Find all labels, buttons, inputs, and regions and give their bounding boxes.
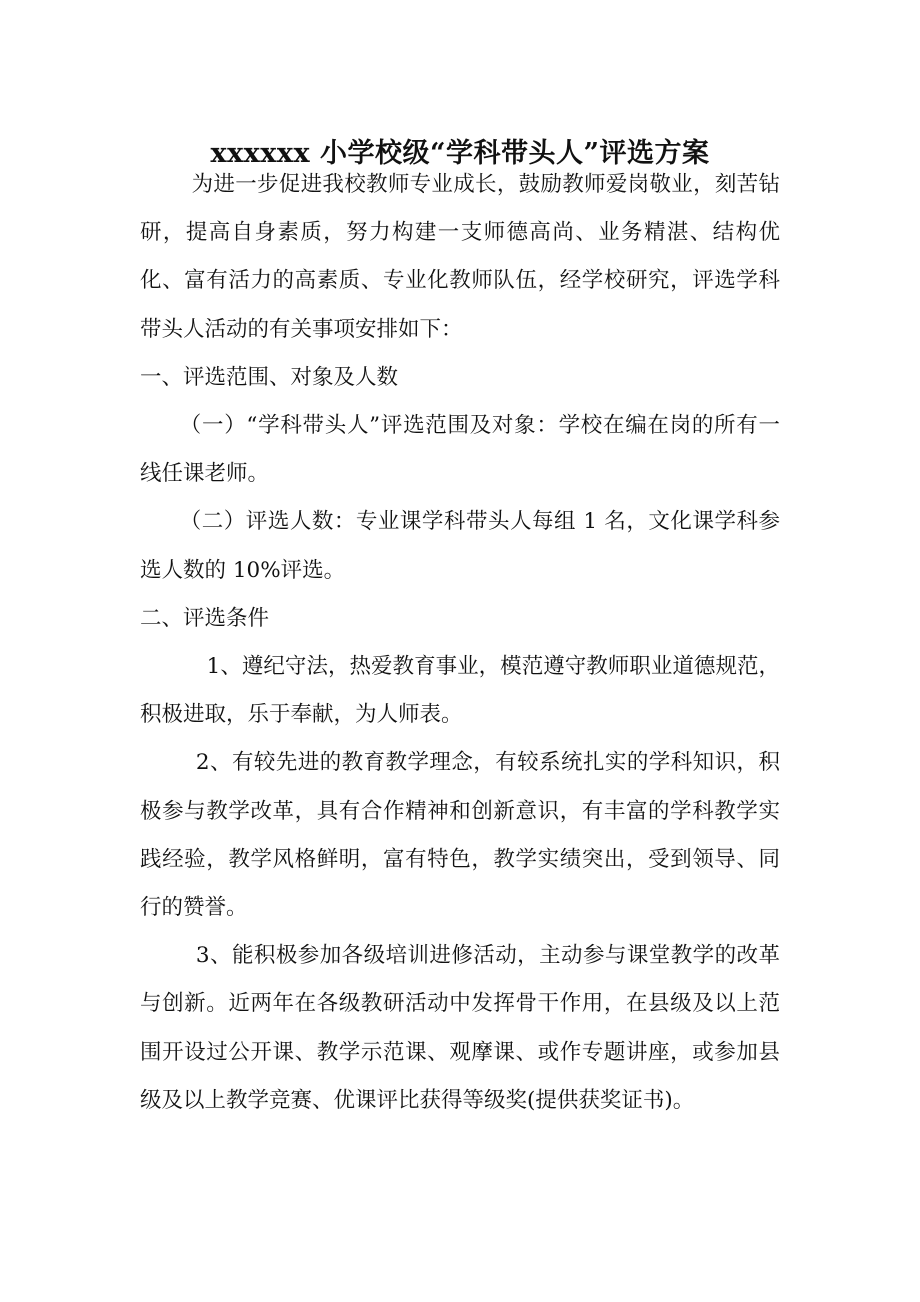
intro-paragraph: 为进一步促进我校教师专业成长，鼓励教师爱岗敬业，刻苦钻研，提高自身素质，努力构建一支师德高尚、业务精湛、结构优化、富有活力的高素质、专业化教师队伍，经学校研究，评选学科带头人活动的有关事项安排如下： [140,172,780,342]
section-2-heading: 二、评选条件 [140,605,270,631]
section-1-item-2: （二）评选人数：专业课学科带头人每组 1 名，文化课学科参选人数的 10%评选。 [140,509,780,583]
condition-2: 2、有较先进的教育教学理念，有较系统扎实的学科知识，积极参与教学改革，具有合作精神和创新意识，有丰富的学科教学实践经验，教学风格鲜明，富有特色，教学实绩突出，受到领导、同行的赞誉。 [140,750,780,921]
document-body [140,161,780,1125]
condition-3: 3、能积极参加各级培训进修活动，主动参与课堂教学的改革与创新。近两年在各级教研活动中发挥骨干作用，在县级及以上范围开设过公开课、教学示范课、观摩课、或作专题讲座，或参加县级及以上教学竞赛、优课评比获得等级奖(提供获奖证书)。 [140,943,780,1113]
document-title: xxxxxx 小学校级“学科带头人”评选方案 [210,138,710,170]
section-1-item-1: （一）“学科带头人”评选范围及对象：学校在编在岗的所有一线任课老师。 [140,413,780,487]
condition-1: 1、遵纪守法，热爱教育事业，模范遵守教师职业道德规范，积极进取，乐于奉献，为人师表。 [140,654,780,728]
section-1-heading: 一、评选范围、对象及人数 [140,364,399,390]
